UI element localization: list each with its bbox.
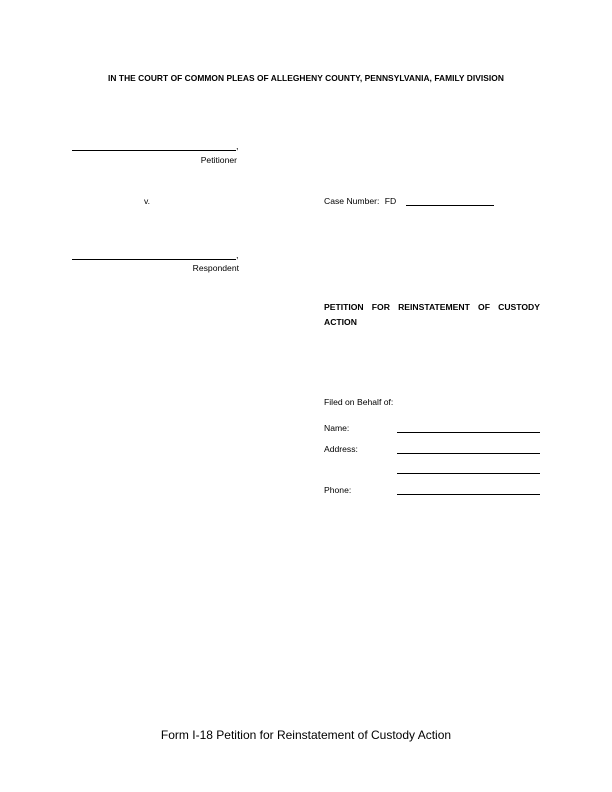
petitioner-comma: , [236,141,239,151]
respondent-label: Respondent [192,263,239,273]
phone-label: Phone: [324,485,352,495]
case-number-text: Case Number: [324,196,380,206]
petitioner-name-line[interactable] [72,150,236,151]
address-label: Address: [324,444,358,454]
case-prefix: FD [384,196,397,206]
respondent-name-line[interactable] [72,259,236,260]
address-line-1[interactable] [397,453,540,454]
case-number-line[interactable] [406,205,494,206]
address-line-2[interactable] [397,473,540,474]
case-number-label [324,196,396,206]
petitioner-label: Petitioner [200,155,237,165]
filed-on-behalf-label: Filed on Behalf of: [324,397,394,407]
respondent-comma: , [236,250,239,260]
name-line[interactable] [397,432,540,433]
versus-label: v. [144,196,151,206]
petition-title: PETITION FOR REINSTATEMENT OF CUSTODY ACTION [324,302,540,327]
form-footer-title: Form I-18 Petition for Reinstatement of Custody Action [160,728,452,742]
name-label: Name: [324,423,350,433]
phone-line[interactable] [397,494,540,495]
court-title: IN THE COURT OF COMMON PLEAS OF ALLEGHENY COUNTY, PENNSYLVANIA, FAMILY DIVISION [108,73,504,83]
